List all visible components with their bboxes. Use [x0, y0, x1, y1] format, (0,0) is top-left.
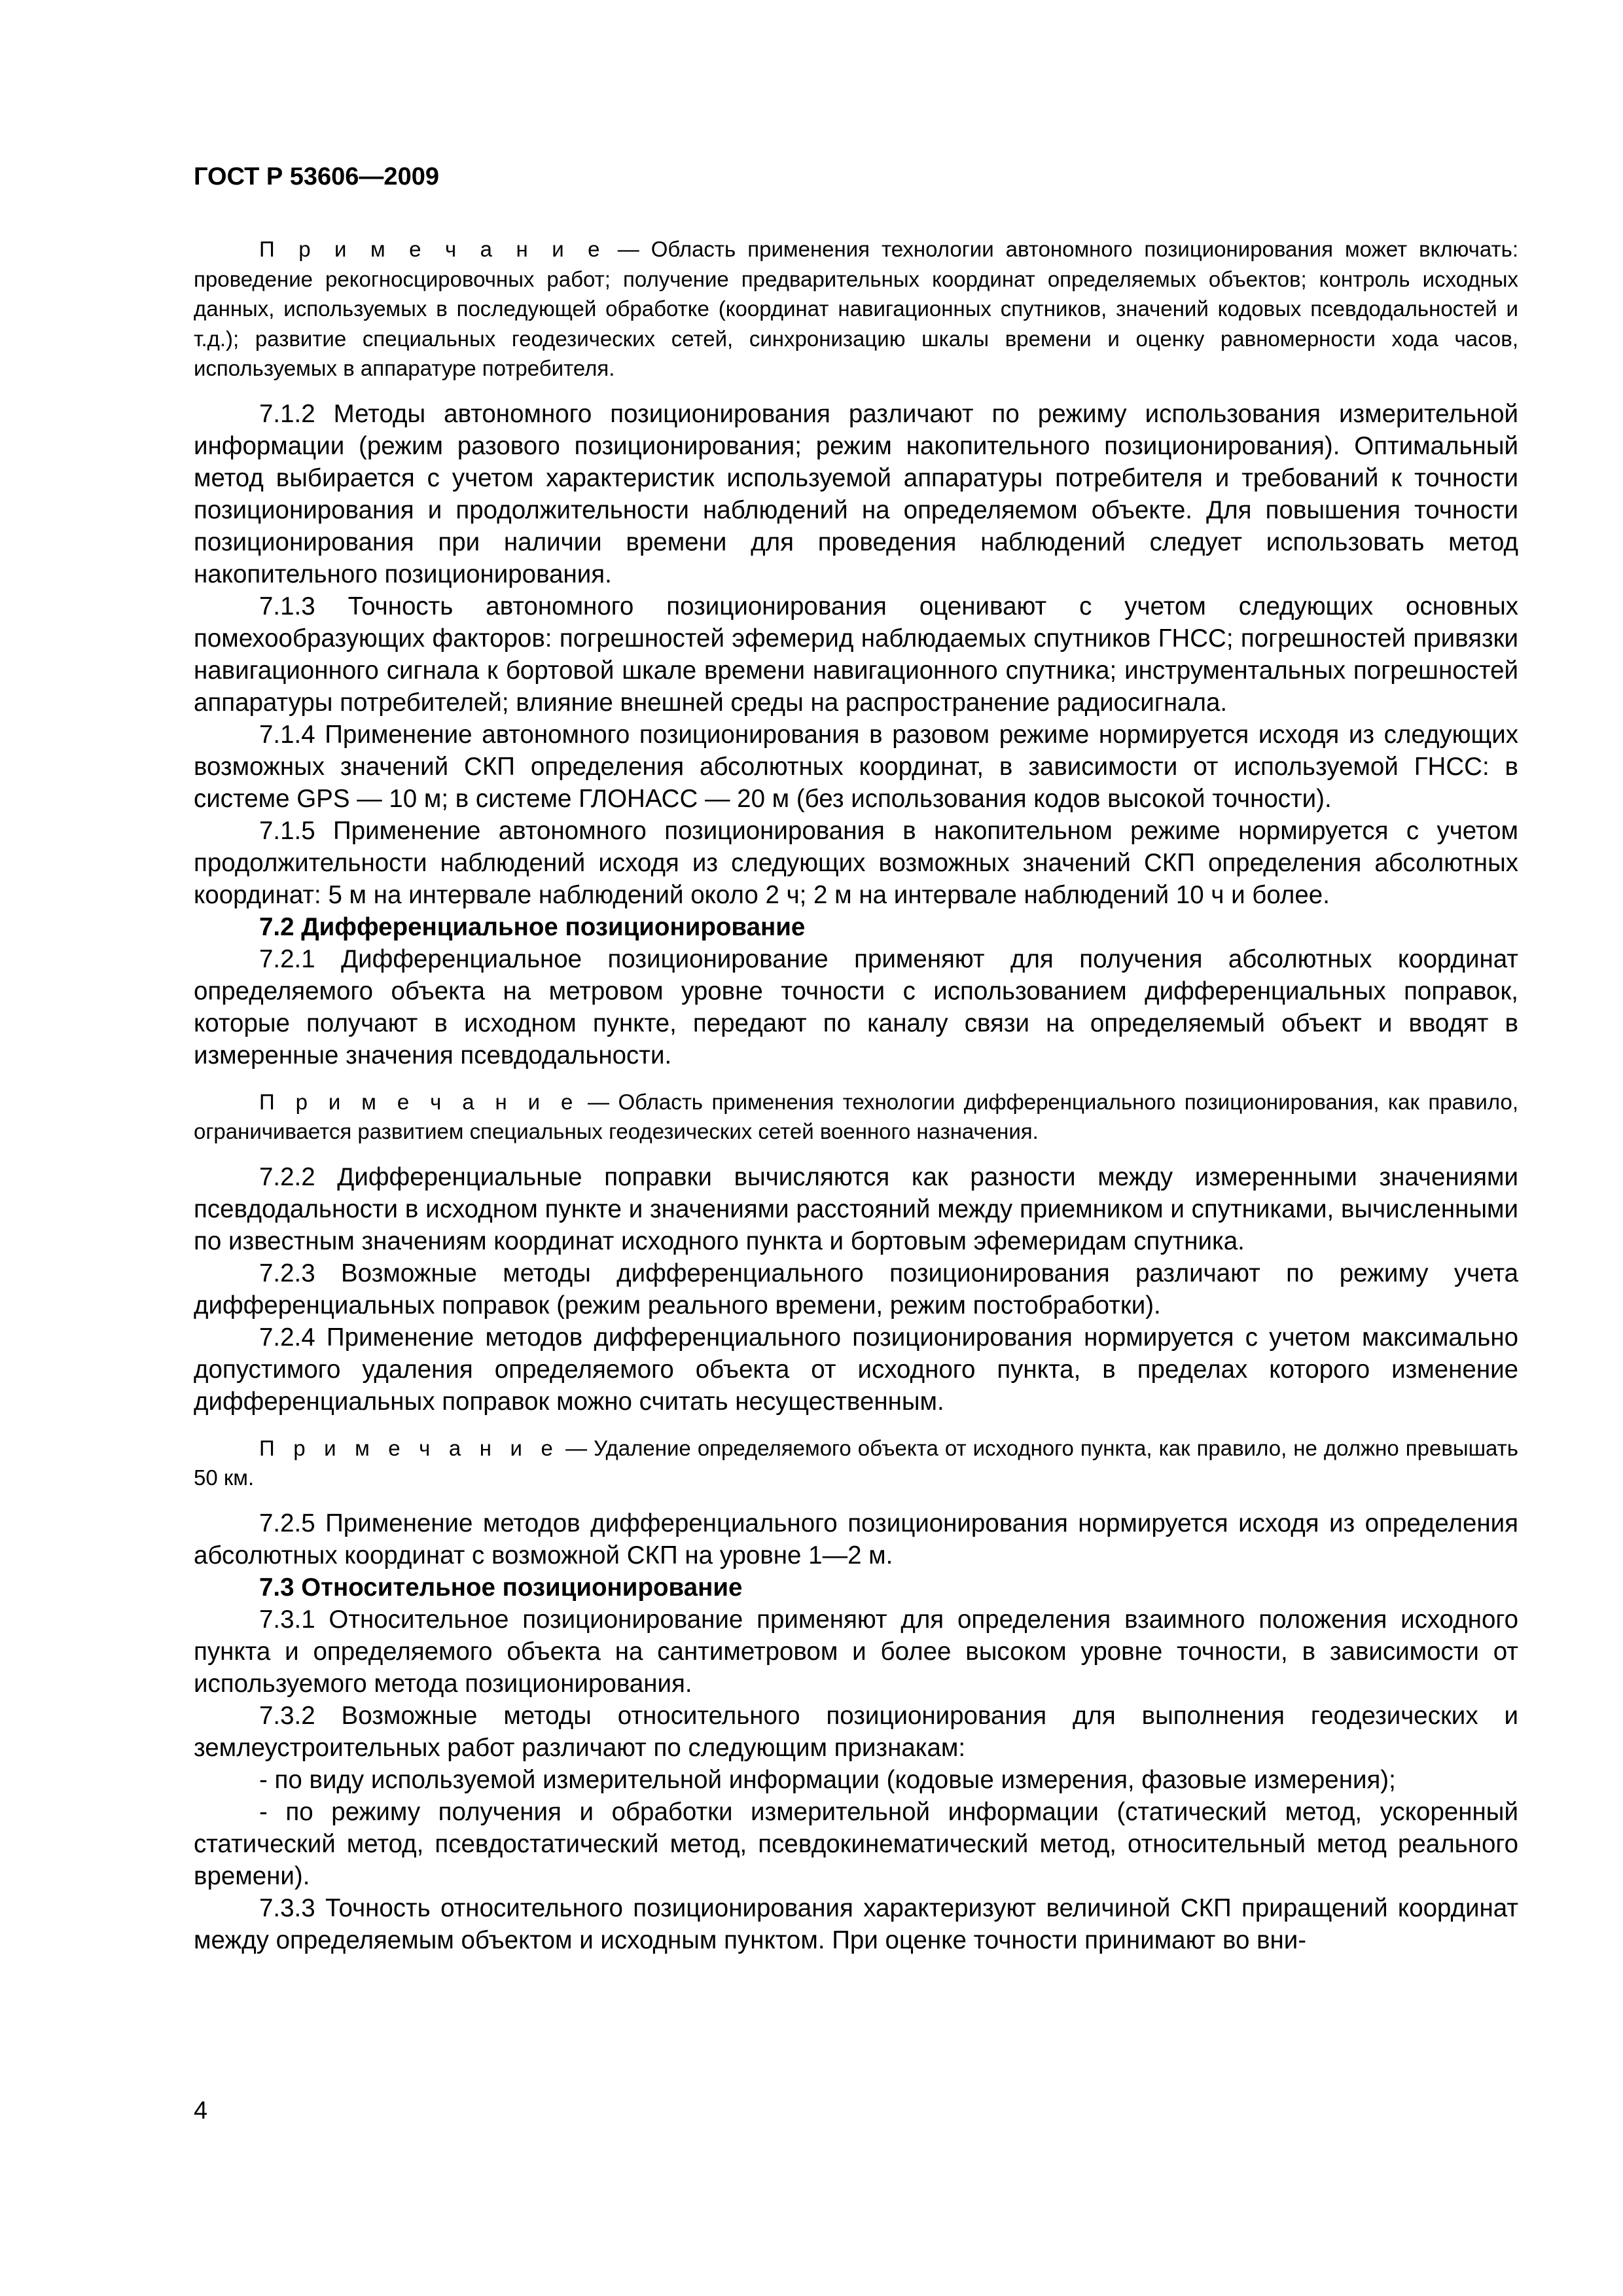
paragraph-7-3-3: 7.3.3 Точность относительного позиционирования характеризуют величиной СКП приращений координат между определяемым объектом и исходным пунктом. При оценке точности принимают во вни- [194, 1893, 1518, 1954]
paragraph-7-3-1: 7.3.1 Относительное позиционирование применяют для определения взаимного положения исходного пункта и определяемого объекта на сантиметровом и более высоком уровне точности, в зависимости от используемого метода позиционирования. [194, 1605, 1518, 1698]
note-label: П р и м е ч а н и е [259, 1089, 579, 1114]
section-heading-7-3: 7.3 Относительное позиционирование [259, 1573, 743, 1602]
note-dash: — [559, 1435, 594, 1460]
paragraph-7-1-3: 7.1.3 Точность автономного позиционирования оценивают с учетом следующих основных помехообразующих факторов: погрешностей эфемерид наблюдаемых спутников ГНСС; погрешностей привязки навигационного сигнала к бортовой шкале времени навигационного спутника; инструментальных погрешностей аппаратуры потребителей; влияние внешней среды на распространение радиосигнала. [194, 592, 1518, 717]
paragraph-7-2-1: 7.2.1 Дифференциальное позиционирование применяют для получения абсолютных координат определяемого объекта на метровом уровне точности с использованием дифференциальных поправок, которые получают в исходном пункте, передают по каналу связи на определяемый объект и вводят в измеренные значения псевдодальности. [194, 944, 1518, 1069]
paragraph-7-2-2: 7.2.2 Дифференциальные поправки вычисляются как разности между измеренными значениями псевдодальности в исходном пункте и значениями расстояний между приемником и спутниками, вычисленными по известным значениям координат исходного пункта и бортовым эфемеридам спутника. [194, 1162, 1518, 1255]
document-page [194, 0, 1518, 2296]
note-text: Область применения технологии дифференциального позиционирования, как правило, ограничивается развитием специальных геодезических сетей военного назначения. [194, 1089, 1519, 1143]
note-dash: — [605, 237, 651, 261]
paragraph-7-1-5: 7.1.5 Применение автономного позиционирования в накопительном режиме нормируется с учетом продолжительности наблюдений исходя из следующих возможных значений СКП определения абсолютных координат: 5 м на интервале наблюдений около 2 ч; 2 м на интервале наблюдений 10 ч и более. [194, 816, 1518, 909]
paragraph-7-3-2: 7.3.2 Возможные методы относительного позиционирования для выполнения геодезических и землеустроительных работ различают по следующим признакам: [194, 1701, 1518, 1762]
note-autonomous-positioning [194, 234, 1518, 384]
page-number: 4 [194, 2097, 208, 2125]
paragraph-7-2-5: 7.2.5 Применение методов дифференциального позиционирования нормируется исходя из определения абсолютных координат с возможной СКП на уровне 1—2 м. [194, 1509, 1518, 1570]
document-header: ГОСТ Р 53606—2009 [194, 163, 439, 190]
section-heading-7-2: 7.2 Дифференциальное позиционирование [259, 912, 806, 941]
note-label: П р и м е ч а н и е [259, 1435, 560, 1460]
note-text: Удаление определяемого объекта от исходного пункта, как правило, не должно превышать 50 км. [194, 1435, 1518, 1490]
list-item: - по виду используемой измерительной информации (кодовые измерения, фазовые измерения); [259, 1765, 1396, 1794]
document-body [194, 234, 1518, 1956]
note-dash: — [579, 1089, 618, 1114]
paragraph-7-2-4: 7.2.4 Применение методов дифференциального позиционирования нормируется с учетом максимально допустимого удаления определяемого объекта от исходного пункта, в пределах которого изменение дифференциальных поправок можно считать несущественным. [194, 1323, 1518, 1416]
paragraph-7-1-4: 7.1.4 Применение автономного позиционирования в разовом режиме нормируется исходя из следующих возможных значений СКП определения абсолютных координат, в зависимости от используемой ГНСС: в системе GPS — 10 м; в системе ГЛОНАСС — 20 м (без использования кодов высокой точности). [194, 720, 1518, 813]
paragraph-7-2-3: 7.2.3 Возможные методы дифференциального позиционирования различают по режиму учета дифференциальных поправок (режим реального времени, режим постобработки). [194, 1259, 1518, 1319]
note-object-distance [194, 1433, 1518, 1493]
note-label: П р и м е ч а н и е [259, 237, 606, 261]
paragraph-7-1-2: 7.1.2 Методы автономного позиционирования различают по режиму использования измерительной информации (режим разового позиционирования; режим накопительного позиционирования). Оптимальный метод выбирается с учетом характеристик используемой аппаратуры потребителя и требований к точности позиционирования и продолжительности наблюдений на определяемом объекте. Для повышения точности позиционирования при наличии времени для проведения наблюдений следует использовать метод накопительного позиционирования. [194, 399, 1518, 588]
list-item: - по режиму получения и обработки измерительной информации (статический метод, ускоренный статический метод, псевдостатический метод, псевдокинематический метод, относительный метод реального времени). [194, 1797, 1518, 1890]
note-text: Область применения технологии автономного позиционирования может включать: проведение рекогносцировочных работ; получение предварительных координат определяемых объектов; контроль исходных данных, используемых в последующей обработке (координат навигационных спутников, значений кодовых псевдодальностей и т.д.); развитие специальных геодезических сетей, синхронизацию шкалы времени и оценку равномерности хода часов, используемых в аппаратуре потребителя. [194, 237, 1518, 380]
note-differential-positioning [194, 1087, 1518, 1147]
